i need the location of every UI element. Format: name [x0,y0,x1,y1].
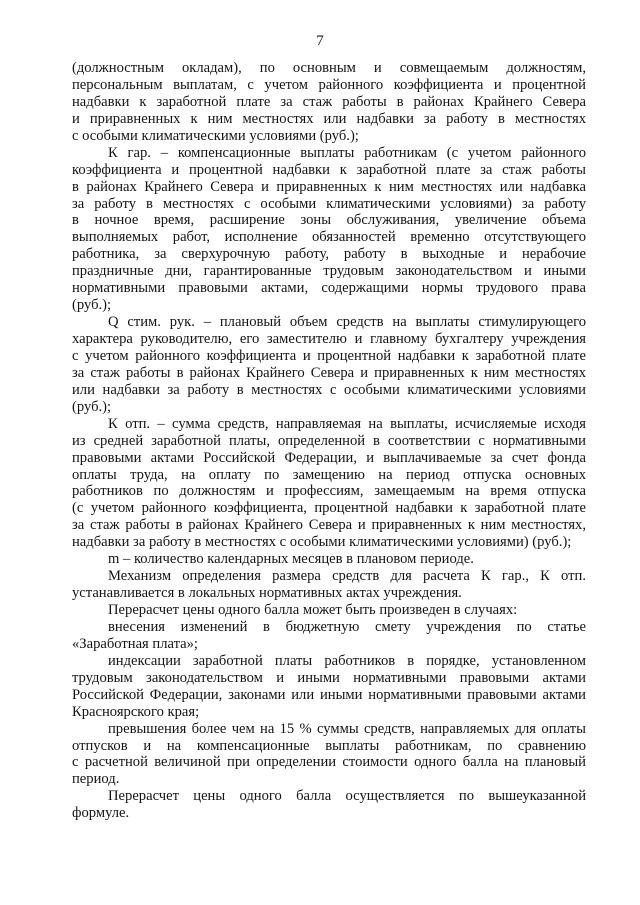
text-line: в ночное время, расширение зоны обслуживания, увеличение объема [72,212,586,229]
text-line: отпусков и на компенсационные выплаты работникам, по сравнению [72,737,586,754]
text-line: персональным выплатам, с учетом районного коэффициента и процентной [72,76,586,93]
paragraph-salary-components [72,60,586,145]
text-line: за стаж работы в районах Крайнего Севера и приравненных к ним местностях [72,364,586,381]
text-line: характера руководителю, его заместителю и главному бухгалтеру учреждения [72,331,586,347]
text-line: Перерасчет цены одного балла может быть произведен в случаях: [108,602,518,618]
text-line: надбавки к заработной плате за стаж работы в районах Крайнего Севера [72,93,586,110]
text-line: Q стим. рук. – плановый объем средств на выплаты стимулирующего [108,314,586,331]
text-line: за стаж работы в районах Крайнего Севера и приравненных к ним местностях, [72,517,586,534]
text-line: устанавливается в локальных нормативных актах учреждения. [72,585,462,602]
text-line: в районах Крайнего Севера и приравненных к ним местностях или надбавка [72,178,586,195]
text-line: формуле. [72,805,130,822]
text-line: оплаты труда, на оплату по замещению на период отпуска основных [72,466,586,483]
text-line: внесения изменений в бюджетную смету учреждения по статье [108,618,586,635]
text-line: работника, за сверхурочную работу, работу в выходные и нерабочие [72,246,586,263]
text-line: правовыми актами Российской Федерации, и выплачиваемые за счет фонда [72,449,586,466]
paragraph-k-gar-definition [72,145,586,314]
text-line: выполняемых работ, исполнение обязанностей временно отсутствующего [72,229,586,246]
page-number: 7 [316,33,324,49]
text-line: индексации заработной платы работников в порядке, установленном [108,652,586,669]
text-line: праздничные дни, гарантированные трудовым законодательством и иными [72,263,586,280]
text-line: надбавки за работу в местностях с особыми климатическими условиями) (руб.); [72,534,572,551]
paragraph-case-budget-changes [72,619,586,653]
text-line: превышения более чем на 15 % суммы средств, направляемых для оплаты [108,720,586,737]
paragraph-case-excess [72,721,586,789]
text-line: из средней заработной платы, определенной в соответствии с нормативными [72,432,586,449]
text-line: с учетом районного коэффициента и процентной надбавки к заработной плате [72,347,586,364]
text-line: работников по должностям и профессиям, замещаемым на время отпуска [72,483,586,500]
text-line: К отп. – сумма средств, направляемая на выплаты, исчисляемые исходя [108,415,586,432]
document-body [72,60,586,822]
paragraph-recalculation-formula [72,788,586,822]
text-line: период. [72,771,120,788]
text-line: трудовым законодательством и иными нормативными правовыми актами [72,669,586,686]
text-line: Перерасчет цены одного балла осуществляется по вышеуказанной [108,788,586,805]
text-line: Механизм определения размера средств для расчета К гар., К отп. [108,568,586,585]
text-line: коэффициента и процентной надбавки к заработной плате за стаж работы [72,161,586,178]
text-line: и приравненных к ним местностях или надбавки за работу в местностях [72,110,586,127]
text-line: (с учетом районного коэффициента, процентной надбавки к заработной плате [72,500,586,517]
text-line: с особыми климатическими условиями (руб.); [72,127,359,144]
text-line: Российской Федерации, законами или иными нормативными правовыми актами [72,686,586,703]
text-line: (должностным окладам), по основным и совмещаемым должностям, [72,60,586,76]
paragraph-m-definition [72,551,586,568]
text-line: «Заработная плата»; [72,635,198,652]
text-line: (руб.); [72,297,112,314]
text-line: с расчетной величиной при определении стоимости одного балла на плановый [72,754,586,771]
text-line: m – количество календарных месяцев в плановом периоде. [108,551,474,568]
paragraph-recalculation-cases [72,602,586,619]
text-line: Красноярского края; [72,703,200,720]
text-line: (руб.); [72,398,112,415]
paragraph-mechanism [72,568,586,602]
text-line: за работу в местностях с особыми климатическими условиями) за работу [72,195,586,212]
text-line: нормативными правовыми актами, содержащими нормы трудового права [72,280,586,297]
text-line: К гар. – компенсационные выплаты работникам (с учетом районного [108,144,586,161]
paragraph-q-stim-ruk-definition [72,314,586,416]
paragraph-case-indexation [72,653,586,721]
paragraph-k-otp-definition [72,416,586,552]
text-line: или надбавки за работу в местностях с особыми климатическими условиями [72,381,586,398]
